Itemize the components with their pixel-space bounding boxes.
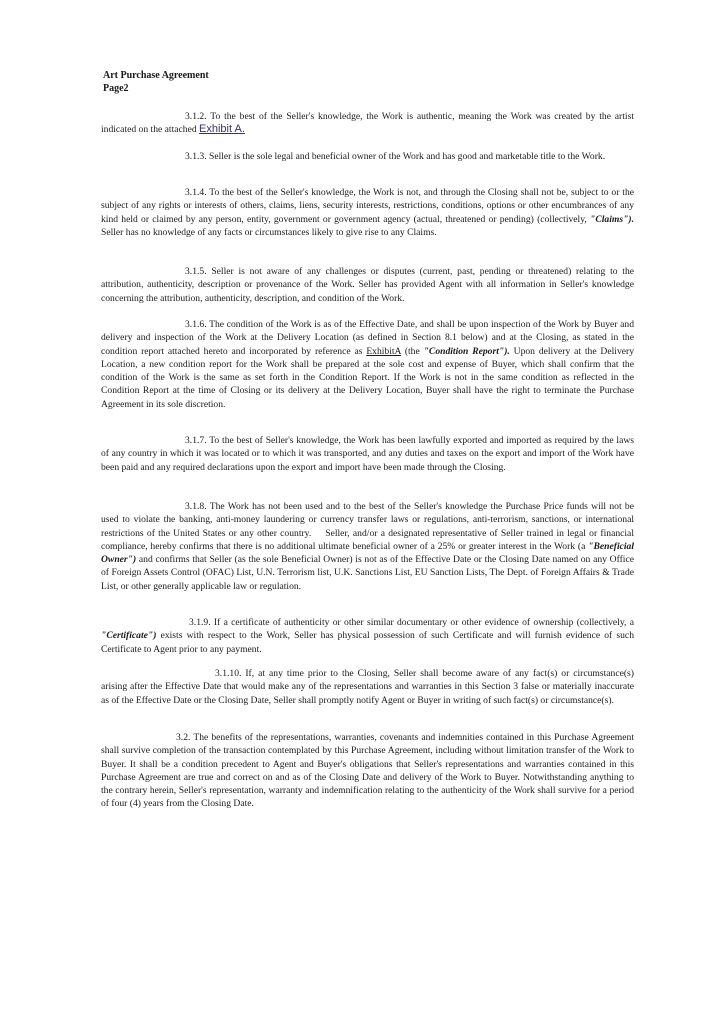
section-3-1-7-text: 3.1.7. To the best of Seller's knowledge, the Work has been lawfully exported and imported as required by the laws of any country in which it was located or to which it was transported, and any duties and taxes on the export and import of the Work have been paid and any required declarations upon the export and import have been made through the Closing. <box>101 435 634 473</box>
section-3-1-6-text-a: 3.1.6. The condition of the Work is as of the Effective Date, and shall be upon inspection of the Work by Buyer and delivery and inspection of the Work at the Delivery Location (as defined in Section 8.1 below) and at the Closing, as stated in the condition report attached hereto and incorporated by reference as <box>101 319 634 357</box>
section-3-1-10 <box>101 667 634 707</box>
condition-report-term: "Condition Report"). <box>423 345 510 357</box>
section-3-1-3-text: 3.1.3. Seller is the sole legal and beneficial owner of the Work and has good and marketable title to the Work. <box>185 151 606 162</box>
section-3-1-8 <box>101 500 634 593</box>
section-3-1-8-text-c: and confirms that Seller (as the sole Beneficial Owner) is not as of the Effective Date or the Closing Date named on any Office of Foreign Assets Control (OFAC) List, U.N. Terrorism list, U.K. Sanctions List, EU Sanction Lists, The Dept. of Foreign Affairs & Trade List, or other generally applicable law or regulation. <box>101 554 634 592</box>
section-3-1-3 <box>101 150 634 163</box>
section-3-1-10-text: 3.1.10. If, at any time prior to the Closing, Seller shall become aware of any fact(s) or circumstance(s) arising after the Effective Date that would make any of the representations and warranties in this Section 3 false or materially inaccurate as of the Effective Date or the Closing Date, Seller shall promptly notify Agent or Buyer in writing of such fact(s) or circumstance(s). <box>101 668 634 706</box>
certificate-term: "Certificate") <box>101 630 157 642</box>
document-title: Art Purchase Agreement <box>103 70 209 81</box>
section-3-1-7 <box>101 434 634 474</box>
section-3-1-4-text-a: 3.1.4. To the best of the Seller's knowledge, the Work is not, and through the Closing shall not be, subject to or the subject of any rights or interests of others, claims, liens, security interests, restrictions, conditions, options or other encumbrances of any kind held or claimed by any person, entity, government or government agency (actual, threatened or pending) (collectively, <box>101 187 634 225</box>
section-3-1-6-text-b: (the <box>400 345 424 357</box>
section-3-1-5 <box>101 265 634 305</box>
exhibit-a-link[interactable]: Exhibit A. <box>199 123 245 136</box>
section-3-1-8-text-b: Seller, and/or a designated representative of Seller trained in legal or financial compliance, hereby confirms that there is no additional ultimate beneficial owner of a 25% or greater interest in the Work (a <box>101 527 634 552</box>
section-3-1-6 <box>101 318 634 411</box>
section-3-1-6-text-c: Upon delivery at the Delivery Location, a new condition report for the Work shall be prepared at the sole cost and expense of Buyer, which shall confirm that the condition of the Work is the same as set forth in the Condition Report. If the Work is not in the same condition as reflected in the Condition Report at the time of Closing or its delivery at the Delivery Location, Buyer shall have the right to terminate the Purchase Agreement in its sole discretion. <box>101 345 635 410</box>
section-3-1-4-text-b: Seller has no knowledge of any facts or circumstances likely to give rise to any Claims. <box>101 226 437 238</box>
section-3-1-5-text: 3.1.5. Seller is not aware of any challenges or disputes (current, past, pending or threatened) relating to the attribution, authenticity, description or provenance of the Work. Seller has provided Agent with all information in Seller's knowledge concerning the attribution, authenticity, description, and condition of the Work. <box>101 266 634 304</box>
exhibit-a-link-2[interactable]: ExhibitA <box>366 345 401 357</box>
section-3-2 <box>101 731 634 811</box>
section-3-1-8-text-a: 3.1.8. The Work has not been used and to the best of the Seller's knowledge the Purchase Price funds will not be used to violate the banking, anti-money laundering or currency transfer laws or regulations, anti-terrorism, sanctions, or international restrictions of the United States or any other country. <box>101 501 634 539</box>
section-3-2-text: 3.2. The benefits of the representations, warranties, covenants and indemnities contained in this Purchase Agreement shall survive completion of the transaction contemplated by this Purchase Agreement, including without limitation transfer of the Work to Buyer. It shall be a condition precedent to Agent and Buyer's obligations that Seller's representations and warranties contained in this Purchase Agreement are true and correct on and as of the Closing Date and delivery of the Work to Buyer. Notwithstanding anything to the contrary herein, Seller's representation, warranty and indemnification relating to the authenticity of the Work shall survive for a period of four (4) years from the Closing Date. <box>101 732 634 810</box>
claims-term: "Claims"). <box>590 213 634 225</box>
section-3-1-9 <box>101 616 634 656</box>
section-3-1-4 <box>101 186 634 239</box>
section-3-1-2 <box>101 110 634 137</box>
section-3-1-2-text: 3.1.2. To the best of the Seller's knowledge, the Work is authentic, meaning the Work was created by the artist indicated on the attached <box>101 111 634 136</box>
page-number: Page2 <box>103 83 129 94</box>
section-3-1-9-text-a: 3.1.9. If a certificate of authenticity or other similar documentary or other evidence of ownership (collectively, a <box>189 617 634 628</box>
section-3-1-9-text-b: exists with respect to the Work, Seller has physical possession of such Certificate and will furnish evidence of such Certificate to Agent prior to any payment. <box>101 630 634 655</box>
beneficial-owner-term: "Beneficial Owner") <box>101 540 634 566</box>
